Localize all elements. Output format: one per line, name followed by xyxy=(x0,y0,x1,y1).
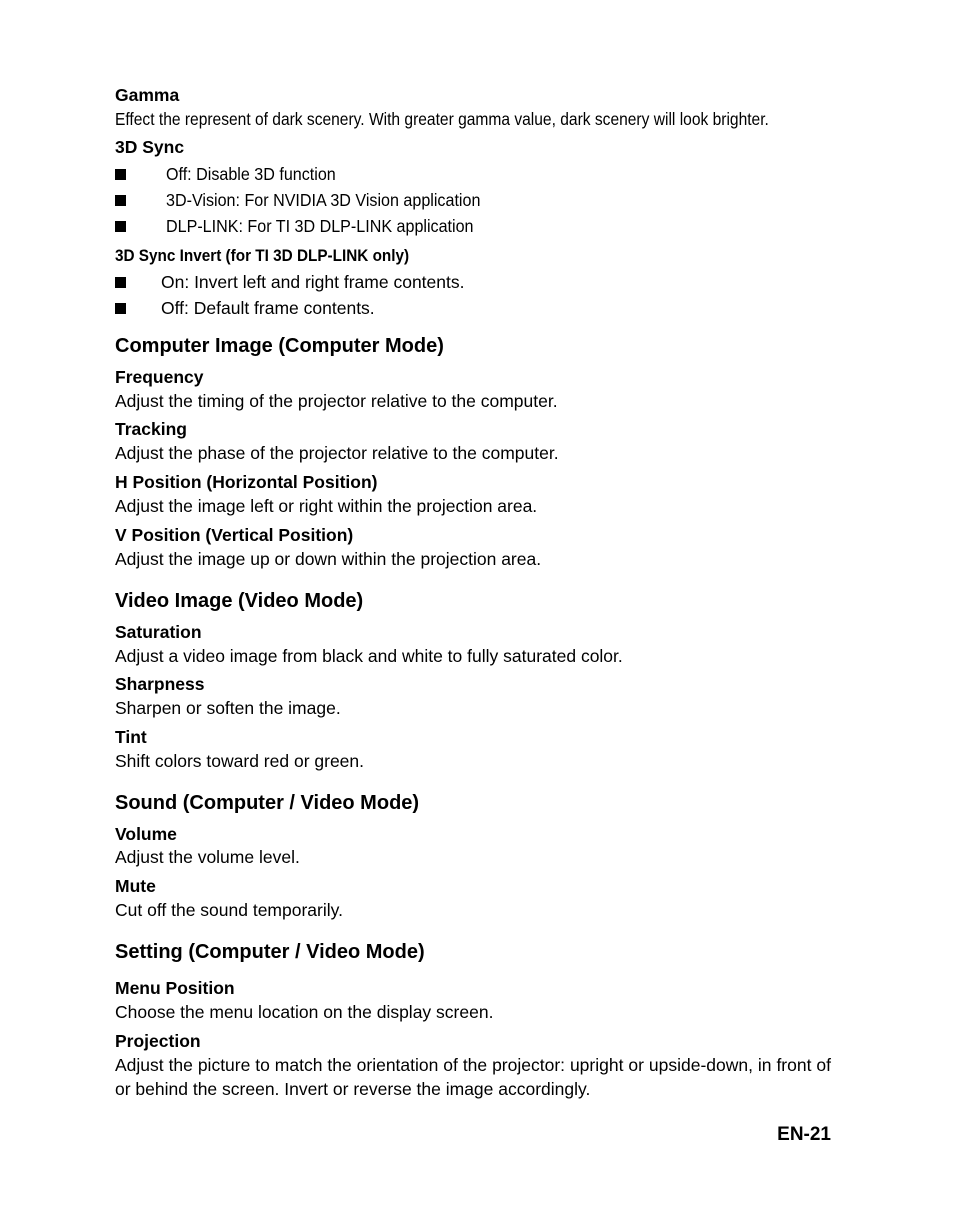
section-title-setting: Setting (Computer / Video Mode) xyxy=(115,941,425,963)
frequency-description: Adjust the timing of the projector relative to the computer. xyxy=(115,391,558,411)
page-number: EN-21 xyxy=(777,1124,831,1145)
sharpness-heading: Sharpness xyxy=(115,674,205,694)
frequency-heading: Frequency xyxy=(115,367,204,387)
list-item xyxy=(115,272,464,293)
volume-description: Adjust the volume level. xyxy=(115,847,300,867)
sync3d-invert-option-off: Off: Default frame contents. xyxy=(161,298,375,318)
mute-description: Cut off the sound temporarily. xyxy=(115,900,343,920)
tint-heading: Tint xyxy=(115,727,147,747)
projection-description: Adjust the picture to match the orientation of the projector: upright or upside-down, in front of or behind the screen. Invert or reverse the image accordingly. xyxy=(115,1055,831,1099)
sync3d-option-dlp-link: DLP-LINK: For TI 3D DLP-LINK application xyxy=(166,216,474,236)
h-position-description: Adjust the image left or right within the projection area. xyxy=(115,496,538,516)
volume-heading: Volume xyxy=(115,824,177,844)
tracking-description: Adjust the phase of the projector relative to the computer. xyxy=(115,443,559,463)
section-title-video-image: Video Image (Video Mode) xyxy=(115,590,364,612)
list-item xyxy=(115,216,500,237)
list-item xyxy=(115,164,351,185)
v-position-heading: V Position (Vertical Position) xyxy=(115,525,354,545)
menu-position-description: Choose the menu location on the display screen. xyxy=(115,1002,494,1022)
projection-heading: Projection xyxy=(115,1031,201,1051)
sync3d-heading: 3D Sync xyxy=(115,137,185,157)
gamma-heading: Gamma xyxy=(115,85,180,105)
h-position-heading: H Position (Horizontal Position) xyxy=(115,472,378,492)
v-position-description: Adjust the image up or down within the projection area. xyxy=(115,549,542,569)
gamma-description: Effect the represent of dark scenery. With greater gamma value, dark scenery will look brighter. xyxy=(115,109,769,129)
tracking-heading: Tracking xyxy=(115,419,187,439)
sync3d-invert-option-on: On: Invert left and right frame contents. xyxy=(161,272,465,292)
bullet-icon xyxy=(115,277,126,288)
saturation-heading: Saturation xyxy=(115,622,202,642)
bullet-icon xyxy=(115,303,126,314)
sync3d-invert-heading: 3D Sync Invert (for TI 3D DLP-LINK only) xyxy=(115,246,410,265)
section-title-sound: Sound (Computer / Video Mode) xyxy=(115,792,420,814)
sync3d-option-3d-vision: 3D-Vision: For NVIDIA 3D Vision application xyxy=(166,190,481,210)
section-title-computer-image: Computer Image (Computer Mode) xyxy=(115,335,444,357)
mute-heading: Mute xyxy=(115,876,156,896)
list-item xyxy=(115,190,508,211)
sharpness-description: Sharpen or soften the image. xyxy=(115,698,341,718)
saturation-description: Adjust a video image from black and white to fully saturated color. xyxy=(115,646,623,666)
bullet-icon xyxy=(115,195,126,206)
tint-description: Shift colors toward red or green. xyxy=(115,751,365,771)
bullet-icon xyxy=(115,221,126,232)
list-item xyxy=(115,298,375,319)
bullet-icon xyxy=(115,169,126,180)
menu-position-heading: Menu Position xyxy=(115,978,235,998)
sync3d-option-off: Off: Disable 3D function xyxy=(166,164,336,184)
